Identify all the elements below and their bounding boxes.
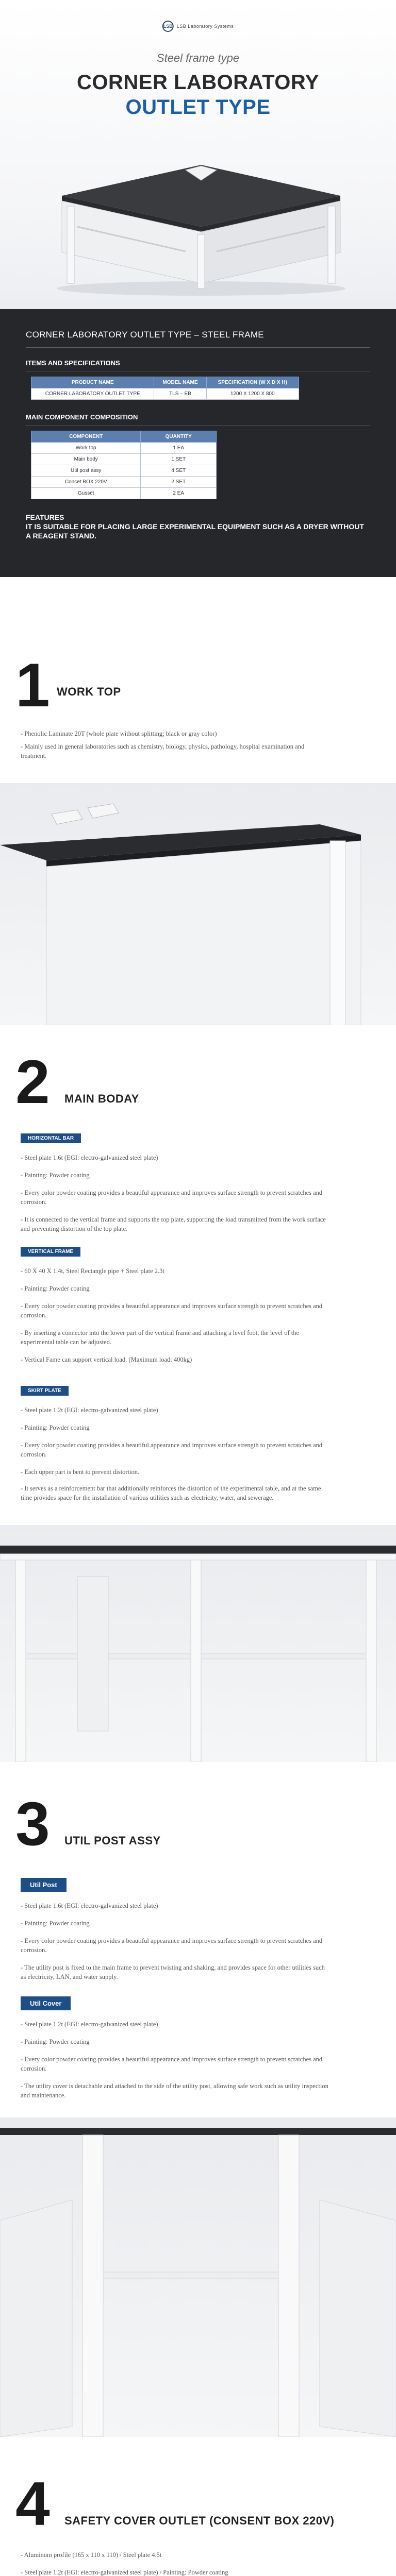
p-line-4: - The utility post is fixed to the main frame to prevent twisting and shaking, and provides space for other utilities such as electricity, LAN, and water supply.	[21, 1964, 325, 1981]
component-table	[31, 431, 217, 499]
cell: 1 EA	[141, 443, 217, 454]
v-line-4: - By inserting a connector into the lower part of the vertical frame and attaching a level foot, the level of the experimental table can be adjusted.	[21, 1329, 300, 1346]
photo-work-top	[0, 783, 396, 1025]
section-title-safety-cover-outlet: SAFETY COVER OUTLET (CONSENT BOX 220V)	[64, 2514, 335, 2527]
col-model-name: MODEL NAME	[154, 377, 206, 388]
cell: 2 SET	[141, 477, 217, 488]
col-quantity: QUANTITY	[141, 431, 217, 443]
cell: Main body	[31, 454, 141, 465]
s1-line-1: - Phenolic Laminate 20T (whole plate without splitting; black or gray color)	[21, 730, 217, 737]
col-specification: SPECIFICATION (W X D X H)	[206, 377, 299, 388]
c-line-1: - Steel plate 1.2t (EGI: electro-galvanized steel plate)	[21, 2021, 158, 2028]
hero	[0, 0, 396, 309]
p-line-3: - Every color powder coating provides a beautiful appearance and improves surface strength to prevent scratches and corrosion.	[21, 1937, 323, 1954]
table-row	[31, 443, 217, 454]
logo-text: LSB Laboratory Systems	[176, 24, 234, 29]
p-line-1: - Steel plate 1.6t (EGI: electro-galvanized steel plate)	[21, 1902, 158, 1909]
c-line-2: - Painting: Powder coating	[21, 2038, 90, 2045]
cell: Util post assy	[31, 465, 141, 477]
tag-util-post: Util Post	[21, 1878, 67, 1892]
h-line-4: - It is connected to the vertical frame and supports the top plate, supporting the load transmitted from the work surface and preventing distortion of the top plate.	[21, 1216, 326, 1233]
h-line-1: - Steel plate 1.6t (EGI: electro-galvanized steel plate)	[21, 1154, 158, 1161]
cell: Concet BOX 220V	[31, 477, 141, 488]
logo-icon: LSB	[162, 21, 174, 32]
features	[26, 513, 370, 541]
features-text: IT IS SUITABLE FOR PLACING LARGE EXPERIMENTAL EQUIPMENT SUCH AS A DRYER WITHOUT A REAGENT STAND.	[26, 522, 364, 540]
table-row	[31, 477, 217, 488]
tag-skirt-plate: SKIRT PLATE	[21, 1386, 69, 1396]
component-heading: MAIN COMPONENT COMPOSITION	[26, 413, 138, 421]
cell: CORNER LABORATORY OUTLET TYPE	[31, 388, 154, 400]
section-number-3: 3	[15, 1789, 50, 1858]
section-number-1: 1	[15, 651, 50, 720]
tag-util-cover: Util Cover	[21, 1996, 71, 2010]
sk-line-5: - It serves as a reinforcement bar that additionally reinforces the distortion of the experimental table, and at the same time provides space for the installation of various utilities such as electricity, water, and sewerage.	[21, 1485, 321, 1502]
h-line-3: - Every color powder coating provides a beautiful appearance and improves surface strength to prevent scratches and corrosion.	[21, 1189, 323, 1206]
v-line-5: - Vertical Fame can support vertical load. (Maximum load: 400kg)	[21, 1356, 192, 1363]
photo-main-body	[0, 1525, 396, 1762]
sk-line-1: - Steel plate 1.2t (EGI: electro-galvanized steel plate)	[21, 1406, 158, 1414]
s4-line-2: - Steel plate 1.2t (EGI: electro-galvanized steel plate) / Painting: Powder coating	[21, 2569, 228, 2576]
divider	[26, 425, 370, 426]
p-line-2: - Painting: Powder coating	[21, 1920, 90, 1927]
table-row	[31, 465, 217, 477]
hero-subtitle: Steel frame type	[156, 52, 240, 64]
table-row	[31, 388, 299, 400]
hero-title: CORNER LABORATORY	[77, 71, 319, 94]
s1-line-2: - Mainly used in general laboratories such as chemistry, biology, physics, pathology, hospital examination and treatment.	[21, 743, 305, 760]
v-line-1: - 60 X 40 X 1.4t, Steel Rectangle pipe + Steel plate 2.3t	[21, 1267, 164, 1275]
col-component: COMPONENT	[31, 431, 141, 443]
section-number-4: 4	[15, 2469, 50, 2538]
sk-line-3: - Every color powder coating provides a beautiful appearance and improves surface strength to prevent scratches and corrosion.	[21, 1442, 323, 1459]
brand-logo[interactable]	[162, 21, 234, 32]
cell: Gusset	[31, 488, 141, 499]
tag-vertical-frame: VERTICAL FRAME	[21, 1247, 80, 1257]
sk-line-4: - Each upper part is bent to prevent distortion.	[21, 1468, 140, 1476]
col-product-name: PRODUCT NAME	[31, 377, 154, 388]
product-image-corner-table	[46, 134, 356, 299]
cell: 2 EA	[141, 488, 217, 499]
c-line-4: - The utility cover is detachable and attached to the side of the utility post, allowing safe work such as utility inspection and maintenance.	[21, 2082, 328, 2099]
items-table	[31, 377, 299, 400]
s4-line-1: - Aluminum profile (165 x 110 x 110) / Steel plate 4.5t	[21, 2551, 162, 2558]
tag-horizontal-bar: HORIZONTAL BAR	[21, 1133, 81, 1143]
section-title-util-post: UTIL POST ASSY	[64, 1834, 161, 1847]
hero-title-accent: OUTLET TYPE	[125, 96, 271, 118]
h-line-2: - Painting: Powder coating	[21, 1172, 90, 1179]
cell: 1200 X 1200 X 800	[206, 388, 299, 400]
cell: 1 SET	[141, 454, 217, 465]
v-line-2: - Painting: Powder coating	[21, 1285, 90, 1292]
photo-util-post	[0, 2117, 396, 2437]
c-line-3: - Every color powder coating provides a beautiful appearance and improves surface strength to prevent scratches and corrosion.	[21, 2056, 323, 2073]
features-label: FEATURES	[26, 513, 64, 521]
items-heading: ITEMS AND SPECIFICATIONS	[26, 359, 120, 367]
section-number-2: 2	[15, 1047, 50, 1116]
spec-title: CORNER LABORATORY OUTLET TYPE – STEEL FRAME	[26, 330, 370, 348]
table-row	[31, 454, 217, 465]
table-row	[31, 488, 217, 499]
sk-line-2: - Painting: Powder coating	[21, 1424, 90, 1431]
section-title-main-body: MAIN BODAY	[64, 1092, 139, 1105]
section-title-work-top: WORK TOP	[57, 685, 121, 698]
cell: 4 SET	[141, 465, 217, 477]
cell: Work top	[31, 443, 141, 454]
cell: TLS – EB	[154, 388, 206, 400]
spec-section	[0, 309, 396, 577]
v-line-3: - Every color powder coating provides a beautiful appearance and improves surface strength to prevent scratches and corrosion.	[21, 1302, 323, 1319]
